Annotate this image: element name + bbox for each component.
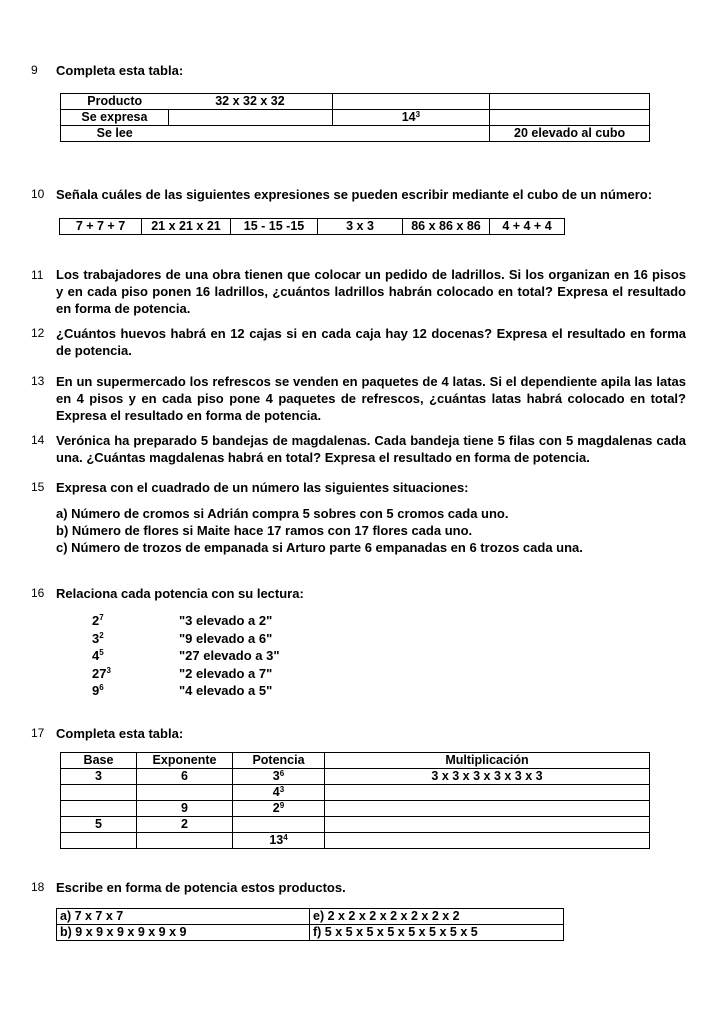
- cell: [137, 833, 233, 849]
- cell: 3 x 3: [318, 219, 403, 235]
- table-17: [60, 752, 650, 849]
- exercise-prompt: Expresa con el cuadrado de un número las siguientes situaciones:: [56, 480, 469, 495]
- cell: 7 + 7 + 7: [75, 219, 126, 233]
- cell: $2^9$: [233, 801, 325, 817]
- exercise-number: 9: [31, 63, 38, 77]
- list-item: $27^3$: [92, 665, 111, 681]
- cell: $3^6$: [233, 769, 325, 785]
- exercise-number: 17: [31, 726, 45, 740]
- table-9: [60, 93, 650, 142]
- list-item: $3^2$: [92, 630, 104, 646]
- cell: Producto: [87, 94, 143, 108]
- cell: 4 + 4 + 4: [490, 219, 565, 235]
- cell: 9: [137, 801, 233, 817]
- exercise-number: 11: [31, 268, 44, 282]
- list-item: "27 elevado a 3": [179, 648, 280, 663]
- cell: [332, 126, 490, 142]
- cell: [490, 94, 650, 110]
- cell: a) 7 x 7 x 7: [60, 909, 124, 923]
- exercise-number: 10: [31, 187, 45, 201]
- cell: [490, 110, 650, 126]
- cell: e) 2 x 2 x 2 x 2 x 2 x 2 x 2: [310, 909, 564, 925]
- exercise-prompt: Completa esta tabla:: [56, 726, 184, 741]
- cell: 3 x 3 x 3 x 3 x 3 x 3: [325, 769, 650, 785]
- cell: [325, 801, 650, 817]
- cell: [332, 94, 490, 110]
- cell: [137, 785, 233, 801]
- exercise-prompt: En un supermercado los refrescos se venden en paquetes de 4 latas. Si el dependiente apila las latas en 4 pisos y en cada piso pone 4 paquetes de refrescos, ¿cuántas latas habrá colocado en total? Expresa el resultado en forma de potencia.: [56, 374, 686, 423]
- cell: f) 5 x 5 x 5 x 5 x 5 x 5 x 5 x 5: [310, 925, 564, 941]
- cell: [61, 785, 137, 801]
- list-item: $9^6$: [92, 683, 104, 698]
- exercise-number: 14: [31, 433, 45, 447]
- table-18: [56, 908, 564, 941]
- cell: [61, 833, 137, 849]
- sub-items: [56, 505, 686, 556]
- cell: [325, 785, 650, 801]
- readings-list: [179, 612, 280, 700]
- cell: 15 - 15 -15: [231, 219, 318, 235]
- exercise-prompt: Verónica ha preparado 5 bandejas de magdalenas. Cada bandeja tiene 5 filas con 5 magdalenas cada una. ¿Cuántas magdalenas habrá en total? Expresa el resultado en forma de potencia.: [56, 433, 686, 465]
- column-header: Multiplicación: [325, 753, 650, 769]
- list-item: "9 elevado a 6": [179, 630, 273, 646]
- exercise-prompt: ¿Cuántos huevos habrá en 12 cajas si en cada caja hay 12 docenas? Expresa el resultado en forma de potencia.: [56, 326, 686, 358]
- list-item: b) Número de flores si Maite hace 17 ramos con 17 flores cada uno.: [56, 523, 473, 538]
- cell: [325, 833, 650, 849]
- table-10: [59, 218, 565, 235]
- exponent: 3: [415, 110, 421, 119]
- cell: $4^3$: [233, 785, 325, 801]
- cell: $13^4$: [233, 833, 325, 849]
- exercise-prompt: Los trabajadores de una obra tienen que colocar un pedido de ladrillos. Si los organizan en 16 pisos y en cada piso ponen 16 ladrillos, ¿cuántos ladrillos habrán colocado en total? Expresa el resultado en forma de potencia.: [56, 267, 686, 316]
- list-item: c) Número de trozos de empanada si Arturo parte 6 empanadas en 6 trozos cada una.: [56, 540, 583, 555]
- cell: [325, 817, 650, 833]
- cell: 3: [95, 769, 102, 783]
- cell: [168, 110, 332, 126]
- cell: [233, 817, 325, 833]
- cell: Se expresa: [81, 110, 148, 124]
- cell: 32 x 32 x 32: [215, 94, 285, 108]
- exercise-number: 16: [31, 586, 45, 600]
- cell: b) 9 x 9 x 9 x 9 x 9 x 9: [60, 925, 187, 939]
- column-header: Potencia: [233, 753, 325, 769]
- cell: [168, 126, 332, 142]
- exercise-prompt: Relaciona cada potencia con su lectura:: [56, 586, 304, 601]
- exercise-number: 15: [31, 480, 45, 494]
- cell: 21 x 21 x 21: [142, 219, 231, 235]
- list-item: "3 elevado a 2": [179, 613, 273, 628]
- list-item: $4^5$: [92, 648, 104, 663]
- cell: 5: [95, 817, 102, 831]
- list-item: "2 elevado a 7": [179, 665, 273, 681]
- exercise-prompt: Completa esta tabla:: [56, 63, 184, 78]
- cell: 86 x 86 x 86: [403, 219, 490, 235]
- exercise-number: 18: [31, 880, 45, 894]
- cell: [61, 801, 137, 817]
- base: 14: [401, 110, 416, 124]
- cell: [332, 110, 490, 126]
- column-header: Base: [83, 753, 114, 767]
- cell: 6: [137, 769, 233, 785]
- exercise-number: 13: [31, 374, 45, 388]
- list-item: a) Número de cromos si Adrián compra 5 sobres con 5 cromos cada uno.: [56, 506, 509, 521]
- powers-list: [92, 612, 111, 700]
- list-item: "4 elevado a 5": [179, 683, 273, 698]
- cell: Se lee: [96, 126, 133, 140]
- exercise-prompt: Señala cuáles de las siguientes expresiones se pueden escribir mediante el cubo de un número:: [56, 187, 653, 202]
- cell: 2: [137, 817, 233, 833]
- exercise-prompt: Escribe en forma de potencia estos productos.: [56, 880, 346, 895]
- list-item: $2^7$: [92, 613, 104, 628]
- exercise-number: 12: [31, 326, 45, 340]
- cell: 20 elevado al cubo: [490, 126, 650, 142]
- column-header: Exponente: [137, 753, 233, 769]
